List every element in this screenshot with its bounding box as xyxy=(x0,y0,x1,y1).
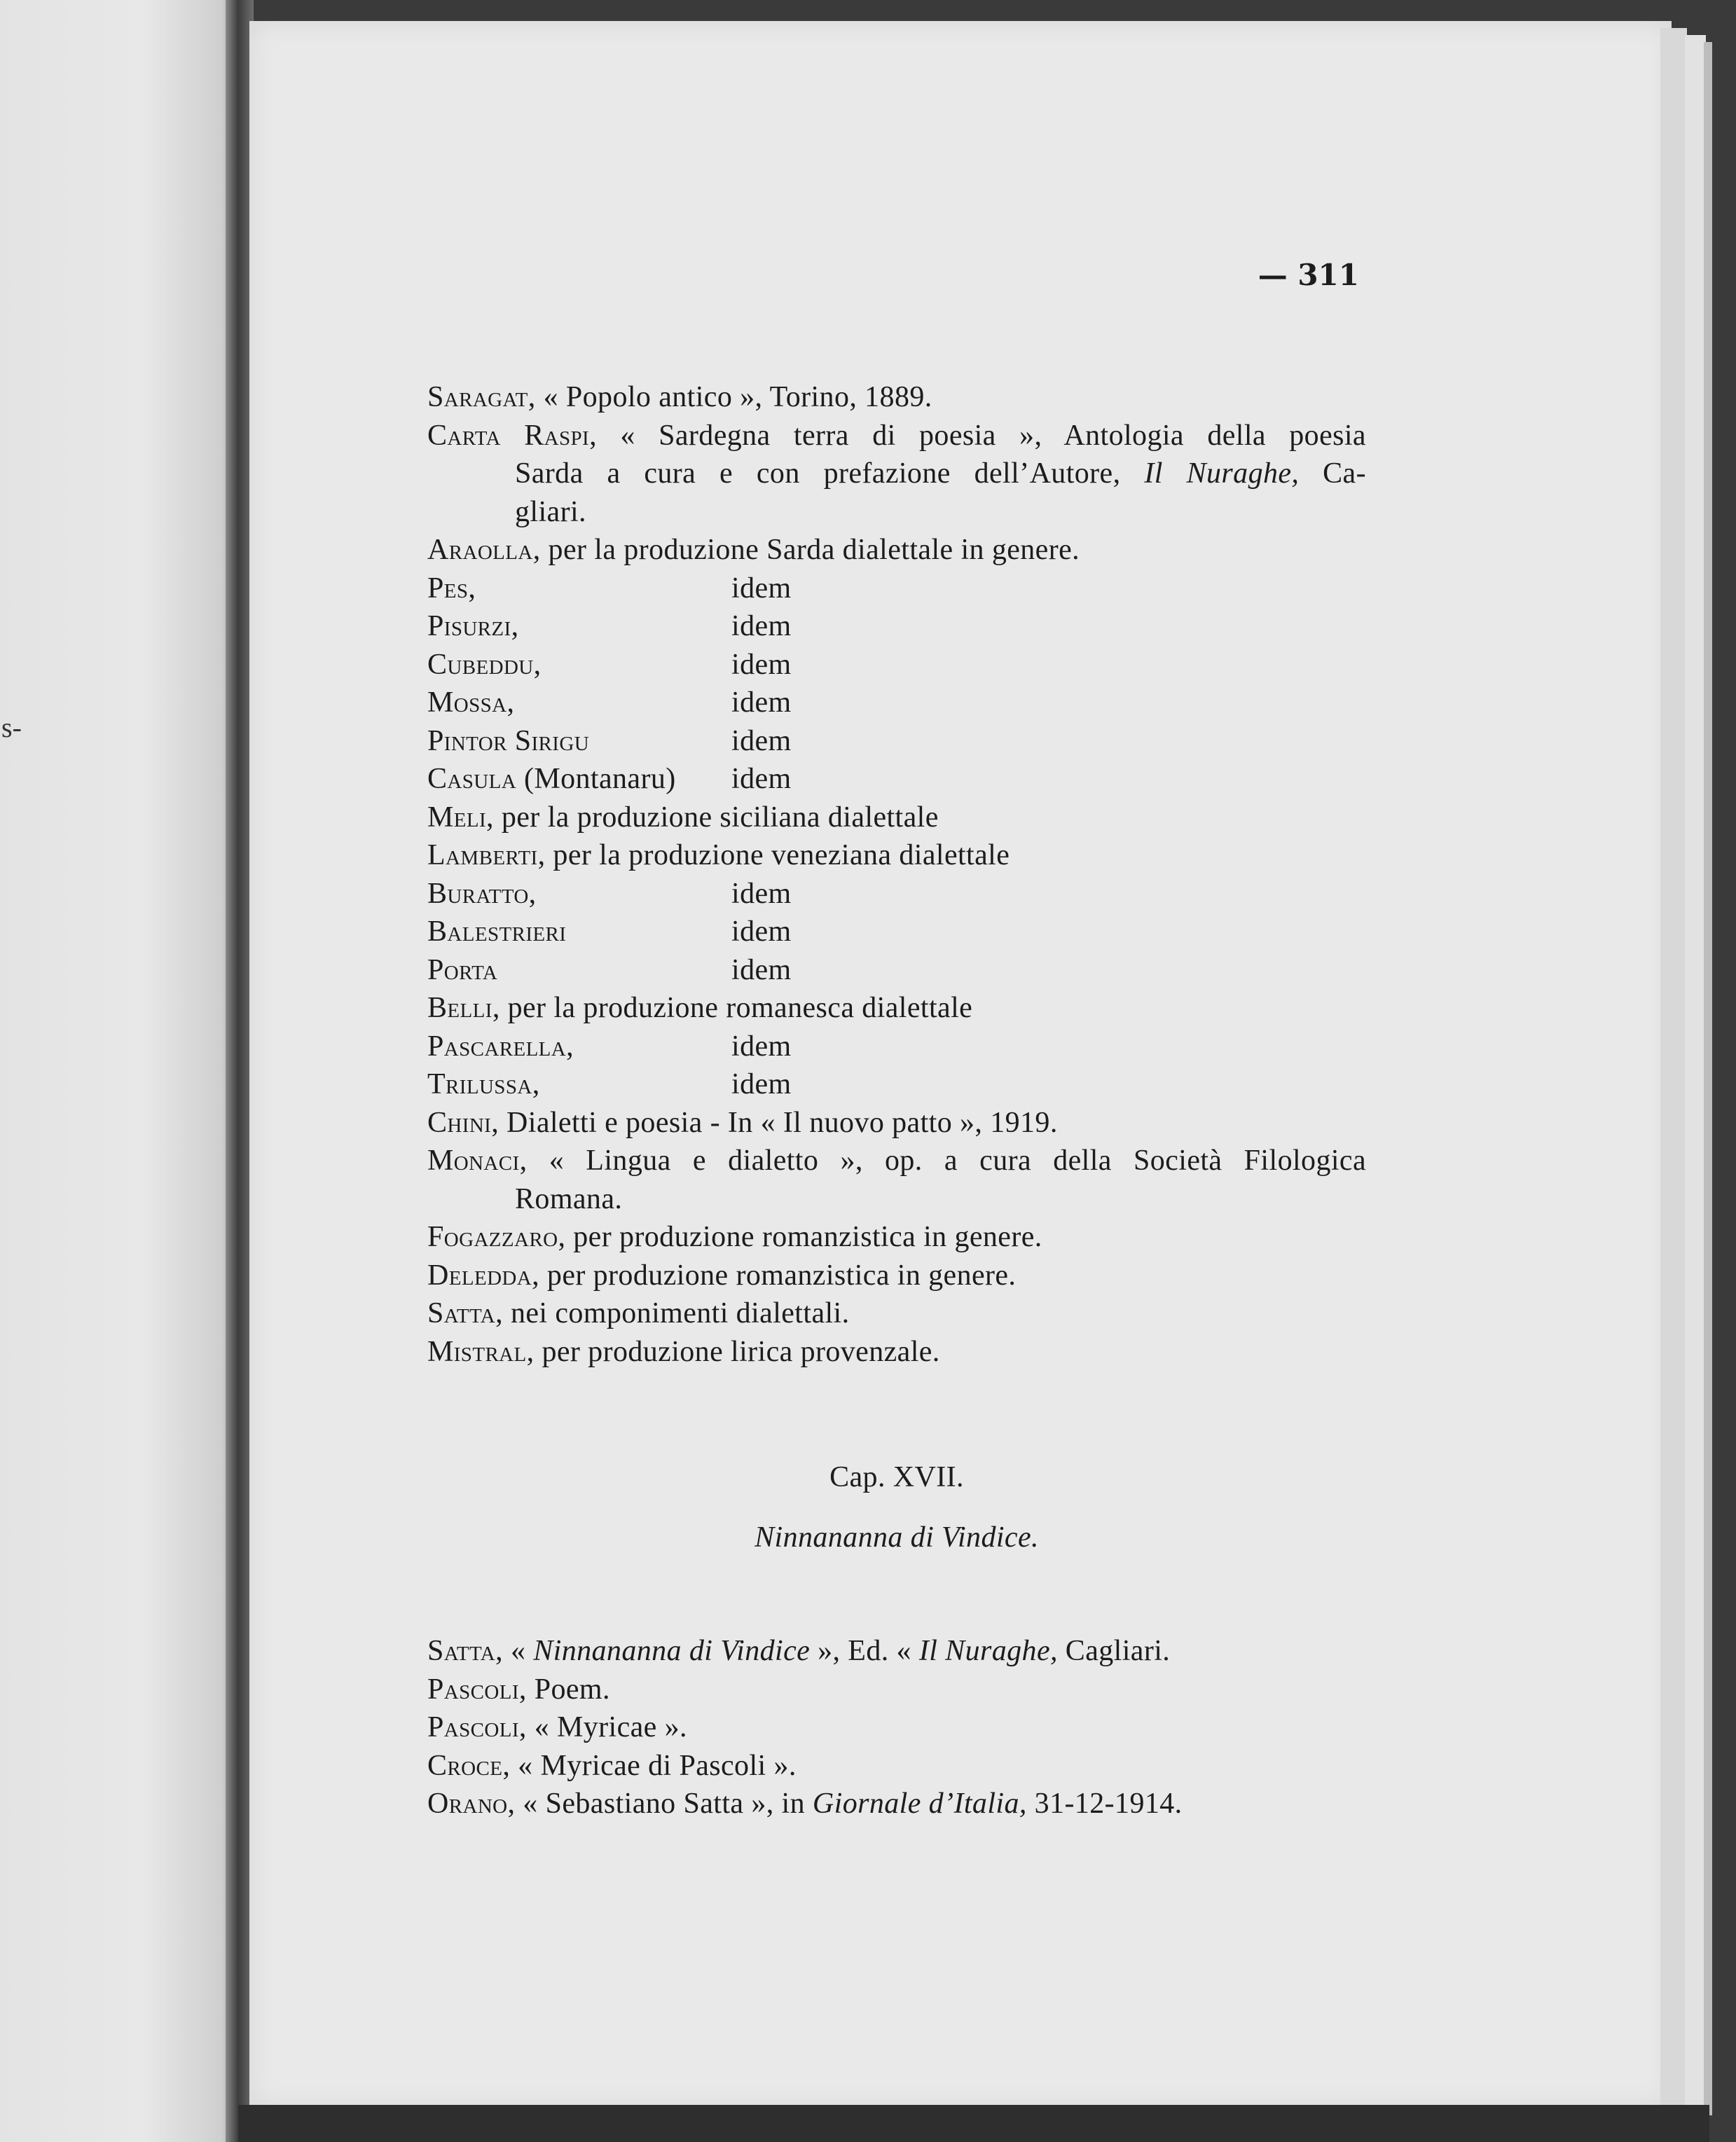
entry-author: Orano, xyxy=(427,1788,516,1820)
page-edge xyxy=(1660,28,1687,2108)
bibliography-entry xyxy=(427,684,1366,722)
entry-author: Balestrieri xyxy=(427,915,567,948)
entry-author: Casula xyxy=(427,763,517,795)
bibliography-entry xyxy=(427,607,1366,646)
entry-italic: Il Nuraghe, xyxy=(1144,457,1300,490)
bibliography-entry xyxy=(427,1065,1366,1104)
entry-author: Croce, xyxy=(427,1749,511,1782)
scan-bottom-border xyxy=(238,2105,1709,2142)
entry-idem: idem xyxy=(731,915,792,948)
chapter-label: Cap. XVII. xyxy=(829,1461,964,1493)
entry-author: Mossa, xyxy=(427,686,515,719)
bibliography-entry xyxy=(427,1257,1366,1295)
bibliography-entry xyxy=(427,646,1366,684)
left-page-text-fragment: s- xyxy=(1,712,22,743)
entry-tail: Ca- xyxy=(1299,457,1366,490)
entry-idem: idem xyxy=(731,763,792,795)
entry-author: Pisurzi, xyxy=(427,610,519,642)
entry-author: Pascoli, xyxy=(427,1673,527,1706)
bibliography-entry xyxy=(427,875,1366,913)
entry-text: Poem. xyxy=(526,1673,610,1706)
bibliography-entry xyxy=(427,378,1366,417)
entry-author: Pascoli, xyxy=(427,1711,527,1743)
bibliography-entry xyxy=(427,1142,1366,1180)
bibliography-entry xyxy=(427,1333,1366,1371)
entry-author: Satta, xyxy=(427,1297,504,1329)
entry-text: « Sardegna terra di poesia », Antologia della poesia xyxy=(597,419,1366,452)
bibliography-entry xyxy=(427,1632,1366,1671)
entry-author: Meli, xyxy=(427,801,494,834)
entry-idem: idem xyxy=(731,1068,792,1100)
entry-author: Buratto, xyxy=(427,877,537,910)
bibliography-entry xyxy=(427,1671,1366,1709)
bibliography-entry xyxy=(427,836,1366,875)
entry-text: « Myricae di Pascoli ». xyxy=(510,1749,797,1782)
entry-author: Chini, xyxy=(427,1106,500,1139)
entry-author: Pintor Sirigu xyxy=(427,724,590,757)
entry-text: Romana. xyxy=(515,1182,623,1215)
entry-text: « Myricae ». xyxy=(526,1711,687,1743)
entry-author: Araolla, xyxy=(427,534,541,566)
entry-idem: idem xyxy=(731,572,792,604)
entry-text: per produzione lirica provenzale. xyxy=(534,1335,940,1368)
entry-author: Mistral, xyxy=(427,1335,535,1368)
entry-tail2: Cagliari. xyxy=(1057,1635,1171,1667)
entry-author: Cubeddu, xyxy=(427,648,542,681)
bibliography-entry xyxy=(427,455,1366,493)
bibliography-entry xyxy=(427,913,1366,951)
left-page xyxy=(0,0,238,2142)
entry-text: (Montanaru) xyxy=(516,763,676,795)
entry-author: Pes, xyxy=(427,572,476,604)
entry-idem: idem xyxy=(731,686,792,719)
bibliography-entry xyxy=(427,493,1366,532)
entry-idem: idem xyxy=(731,610,792,642)
entry-idem: idem xyxy=(731,648,792,681)
bibliography-list-2 xyxy=(427,1632,1366,1823)
entry-text: Sarda a cura e con prefazione dell’Autore, xyxy=(515,457,1145,490)
entry-author: Belli, xyxy=(427,992,500,1024)
entry-text: per produzione romanzistica in genere. xyxy=(539,1259,1017,1292)
entry-idem: idem xyxy=(731,877,792,910)
entry-author: Deledda, xyxy=(427,1259,540,1292)
bibliography-entry xyxy=(427,989,1366,1028)
bibliography-entry xyxy=(427,1747,1366,1785)
entry-author: Carta Raspi, xyxy=(427,419,598,452)
bibliography-entry xyxy=(427,531,1366,569)
entry-text: per la produzione Sarda dialettale in genere. xyxy=(540,534,1080,566)
entry-tail: », Ed. « xyxy=(810,1635,919,1667)
entry-italic2: Il Nuraghe, xyxy=(918,1635,1058,1667)
bibliography-entry xyxy=(427,1218,1366,1257)
bibliography-entry xyxy=(427,799,1366,837)
bibliography-entry xyxy=(427,1708,1366,1747)
entry-idem: idem xyxy=(731,724,792,757)
chapter-title: Ninnananna di Vindice. xyxy=(755,1521,1039,1554)
entry-author: Lamberti, xyxy=(427,839,546,871)
bibliography-entry xyxy=(427,760,1366,799)
entry-author: Porta xyxy=(427,953,498,986)
bibliography-entry xyxy=(427,569,1366,608)
entry-text: per la produzione romanesca dialettale xyxy=(500,992,973,1024)
entry-author: Fogazzaro, xyxy=(427,1221,566,1253)
entry-text: « Popolo antico », Torino, 1889. xyxy=(535,381,932,413)
entry-author: Monaci, xyxy=(427,1145,528,1177)
entry-text: gliari. xyxy=(515,495,586,528)
page-number: — 311 xyxy=(1258,258,1359,292)
bibliography-entry xyxy=(427,722,1366,761)
bibliography-entry xyxy=(427,951,1366,990)
bibliography-entry xyxy=(427,1104,1366,1142)
entry-idem: idem xyxy=(731,953,792,986)
entry-italic: Giornale d’Italia, xyxy=(812,1788,1027,1820)
bibliography-entry xyxy=(427,417,1366,455)
bibliography-entry xyxy=(427,1294,1366,1333)
entry-text: per la produzione veneziana dialettale xyxy=(545,839,1010,871)
entry-text: per produzione romanzistica in genere. xyxy=(565,1221,1042,1253)
entry-text: « Sebastiano Satta », in xyxy=(515,1788,813,1820)
entry-text: per la produzione siciliana dialettale xyxy=(493,801,939,834)
page-edge xyxy=(1704,42,1712,2115)
entry-text: « Lingua e dialetto », op. a cura della Società Filologica xyxy=(527,1145,1366,1177)
entry-text: nei componimenti dialettali. xyxy=(503,1297,850,1329)
bibliography-entry xyxy=(427,1028,1366,1066)
entry-idem: idem xyxy=(731,1030,792,1063)
entry-author: Pascarella, xyxy=(427,1030,574,1063)
bibliography-entry xyxy=(427,1785,1366,1823)
entry-author: Trilussa, xyxy=(427,1068,540,1100)
bibliography-entry xyxy=(427,1180,1366,1219)
entry-tail: 31-12-1914. xyxy=(1026,1788,1183,1820)
entry-author: Saragat, xyxy=(427,381,536,413)
entry-text: « xyxy=(503,1635,534,1667)
entry-italic: Ninnananna di Vindice xyxy=(533,1635,811,1667)
page-edge xyxy=(1685,35,1706,2112)
bibliography-list xyxy=(427,378,1366,1371)
entry-text: Dialetti e poesia - In « Il nuovo patto », 1919. xyxy=(499,1106,1058,1139)
entry-author: Satta, xyxy=(427,1635,504,1667)
